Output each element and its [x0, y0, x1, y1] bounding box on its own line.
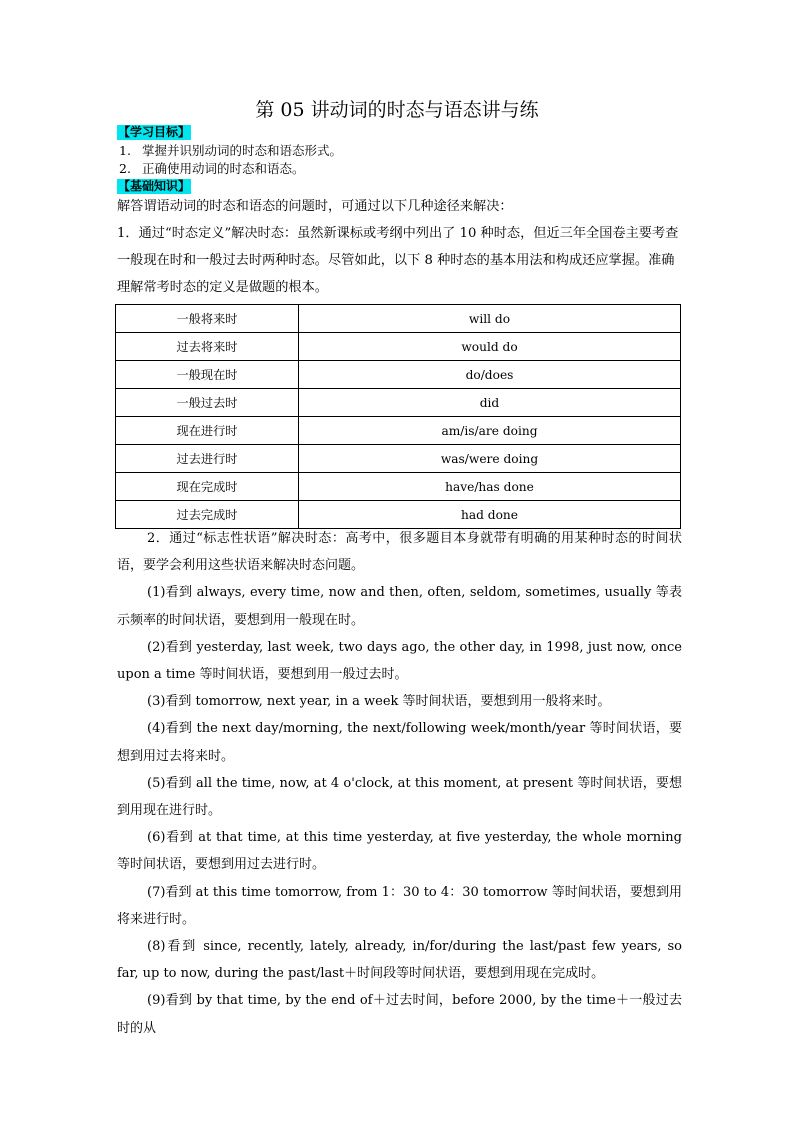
page-title: 第 05 讲动词的时态与语态讲与练: [255, 99, 539, 121]
tense-name-cell: 过去进行时: [116, 445, 299, 473]
tense-name-cell: 过去完成时: [116, 501, 299, 529]
goal-text: 掌握并识别动词的时态和语态形式。: [142, 143, 343, 158]
tense-name-cell: 过去将来时: [116, 333, 299, 361]
goal-item: [119, 161, 305, 176]
goal-item: [119, 143, 342, 158]
basic-knowledge-label: 【基础知识】: [118, 179, 191, 193]
goal-number: 2.: [119, 161, 131, 176]
list-item: (5)看到 all the time, now, at 4 o'clock, at this moment, at present 等时间状语，要想到用现在进行时。: [117, 775, 682, 819]
list-item: (6)看到 at that time, at this time yesterday, at five yesterday, the whole morning 等时间状语，要想到用过去进行时。: [117, 830, 682, 873]
tense-name-cell: 一般过去时: [116, 389, 299, 417]
method-2-section: [117, 525, 682, 1042]
table-row: [116, 445, 681, 473]
list-item: (9)看到 by that time, by the end of＋过去时间，before 2000, by the time＋一般过去时的从: [117, 993, 682, 1036]
tense-form-cell: was/were doing: [299, 445, 681, 473]
table-row: [116, 417, 681, 445]
tense-form-cell: will do: [299, 305, 681, 333]
list-item: (1)看到 always, every time, now and then, often, seldom, sometimes, usually 等表示频率的时间状语，要想到用一般现在时。: [117, 585, 682, 628]
table-row: [116, 333, 681, 361]
tense-name-cell: 现在完成时: [116, 473, 299, 501]
table-row: [116, 305, 681, 333]
list-item: (3)看到 tomorrow, next year, in a week 等时间状语，要想到用一般将来时。: [147, 694, 611, 710]
list-item: (8)看到 since, recently, lately, already, in/for/during the last/past few years, so far, up to now, during the past/last＋时间段等时间状语，要想到用现在完成时。: [117, 939, 682, 982]
method-1-paragraph: 1．通过“时态定义”解决时态：虽然新课标或考纲中列出了 10 种时态，但近三年全国卷主要考查一般现在时和一般过去时两种时态。尽管如此，以下 8 种时态的基本用法和构成还应掌握。准确理解常考时态的定义是做题的根本。: [117, 226, 679, 295]
tense-form-cell: would do: [299, 333, 681, 361]
list-item: (4)看到 the next day/morning, the next/following week/month/year 等时间状语，要想到用过去将来时。: [117, 721, 682, 764]
tense-name-cell: 一般现在时: [116, 361, 299, 389]
tense-form-cell: did: [299, 389, 681, 417]
goal-number: 1.: [119, 143, 131, 158]
table-row: [116, 473, 681, 501]
tense-form-cell: am/is/are doing: [299, 417, 681, 445]
method-2-paragraph: 2．通过“标志性状语”解决时态：高考中，很多题目本身就带有明确的用某种时态的时间状语，要学会利用这些状语来解决时态问题。: [117, 531, 682, 574]
list-item: (2)看到 yesterday, last week, two days ago, the other day, in 1998, just now, once upon a time 等时间状语，要想到用一般过去时。: [117, 639, 682, 683]
tense-name-cell: 现在进行时: [116, 417, 299, 445]
tense-form-cell: have/has done: [299, 473, 681, 501]
tense-form-cell: do/does: [299, 361, 681, 389]
tense-form-cell: had done: [299, 501, 681, 529]
table-row: [116, 361, 681, 389]
table-row: [116, 389, 681, 417]
list-item: (7)看到 at this time tomorrow, from 1：30 to 4：30 tomorrow 等时间状语，要想到用将来进行时。: [117, 884, 682, 927]
intro-paragraph: 解答谓语动词的时态和语态的问题时，可通过以下几种途径来解决：: [117, 199, 513, 214]
goal-text: 正确使用动词的时态和语态。: [142, 161, 305, 176]
tense-name-cell: 一般将来时: [116, 305, 299, 333]
tense-table: [115, 304, 681, 529]
learning-goals-label: 【学习目标】: [118, 125, 191, 139]
